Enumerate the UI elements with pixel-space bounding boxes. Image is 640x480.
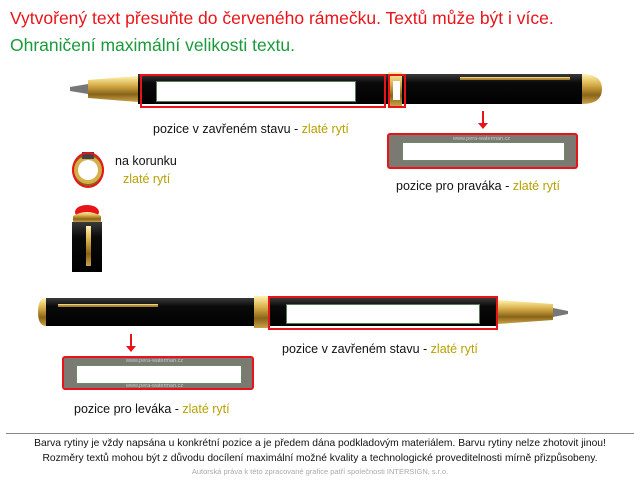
pen-cap-image [62,200,112,272]
closed-top-label: pozice v zavřeném stavu - zlaté rytí [153,122,349,136]
watermark-text: www.pera-waterman.cz [126,383,184,389]
footer-divider [6,433,634,434]
instruction-title: Vytvořený text přesuňte do červeného rámečku. Textů může být i více. [10,8,554,28]
left-hand-text-area[interactable] [76,365,242,384]
crown-gold-label: zlaté rytí [123,172,171,186]
footer-note-2: Rozměry textů mohou být z důvodu docílení maximální možné kvality a technologické proveditelnosti mírně přizpůsobeny. [42,453,598,464]
closed-bottom-frame[interactable] [268,296,498,330]
closed-bottom-text-area[interactable] [286,304,480,324]
arrow-down-icon [478,123,488,129]
right-hand-text-area[interactable] [402,142,565,161]
crown-label: na korunku [115,154,177,168]
closed-top-frame[interactable] [140,74,386,108]
right-hand-plate[interactable] [387,133,578,169]
arrow-down-icon [126,346,136,352]
watermark-text: www.pera-waterman.cz [126,358,184,364]
watermark-text: www.pera-waterman.cz [453,136,511,142]
crown-frame[interactable] [72,152,104,188]
left-hand-label: pozice pro leváka - zlaté rytí [74,402,230,416]
closed-bottom-label: pozice v zavřeném stavu - zlaté rytí [282,342,478,356]
instruction-subtitle: Ohraničení maximální velikosti textu. [10,35,295,55]
right-hand-label: pozice pro praváka - zlaté rytí [396,179,560,193]
clip-ring-area [393,81,400,100]
clip-ring-frame[interactable] [388,74,406,108]
copyright-note: Autorská práva k této zpracované grafice patří společnosti INTERSIGN, s.r.o. [191,467,449,476]
left-hand-plate[interactable] [62,356,254,390]
footer-note-1: Barva rytiny je vždy napsána u konkrétní pozice a je předem dána podkladovým materiálem. Barvu rytiny nelze zhotovit jinou! [34,438,606,449]
closed-top-text-area[interactable] [156,81,356,102]
